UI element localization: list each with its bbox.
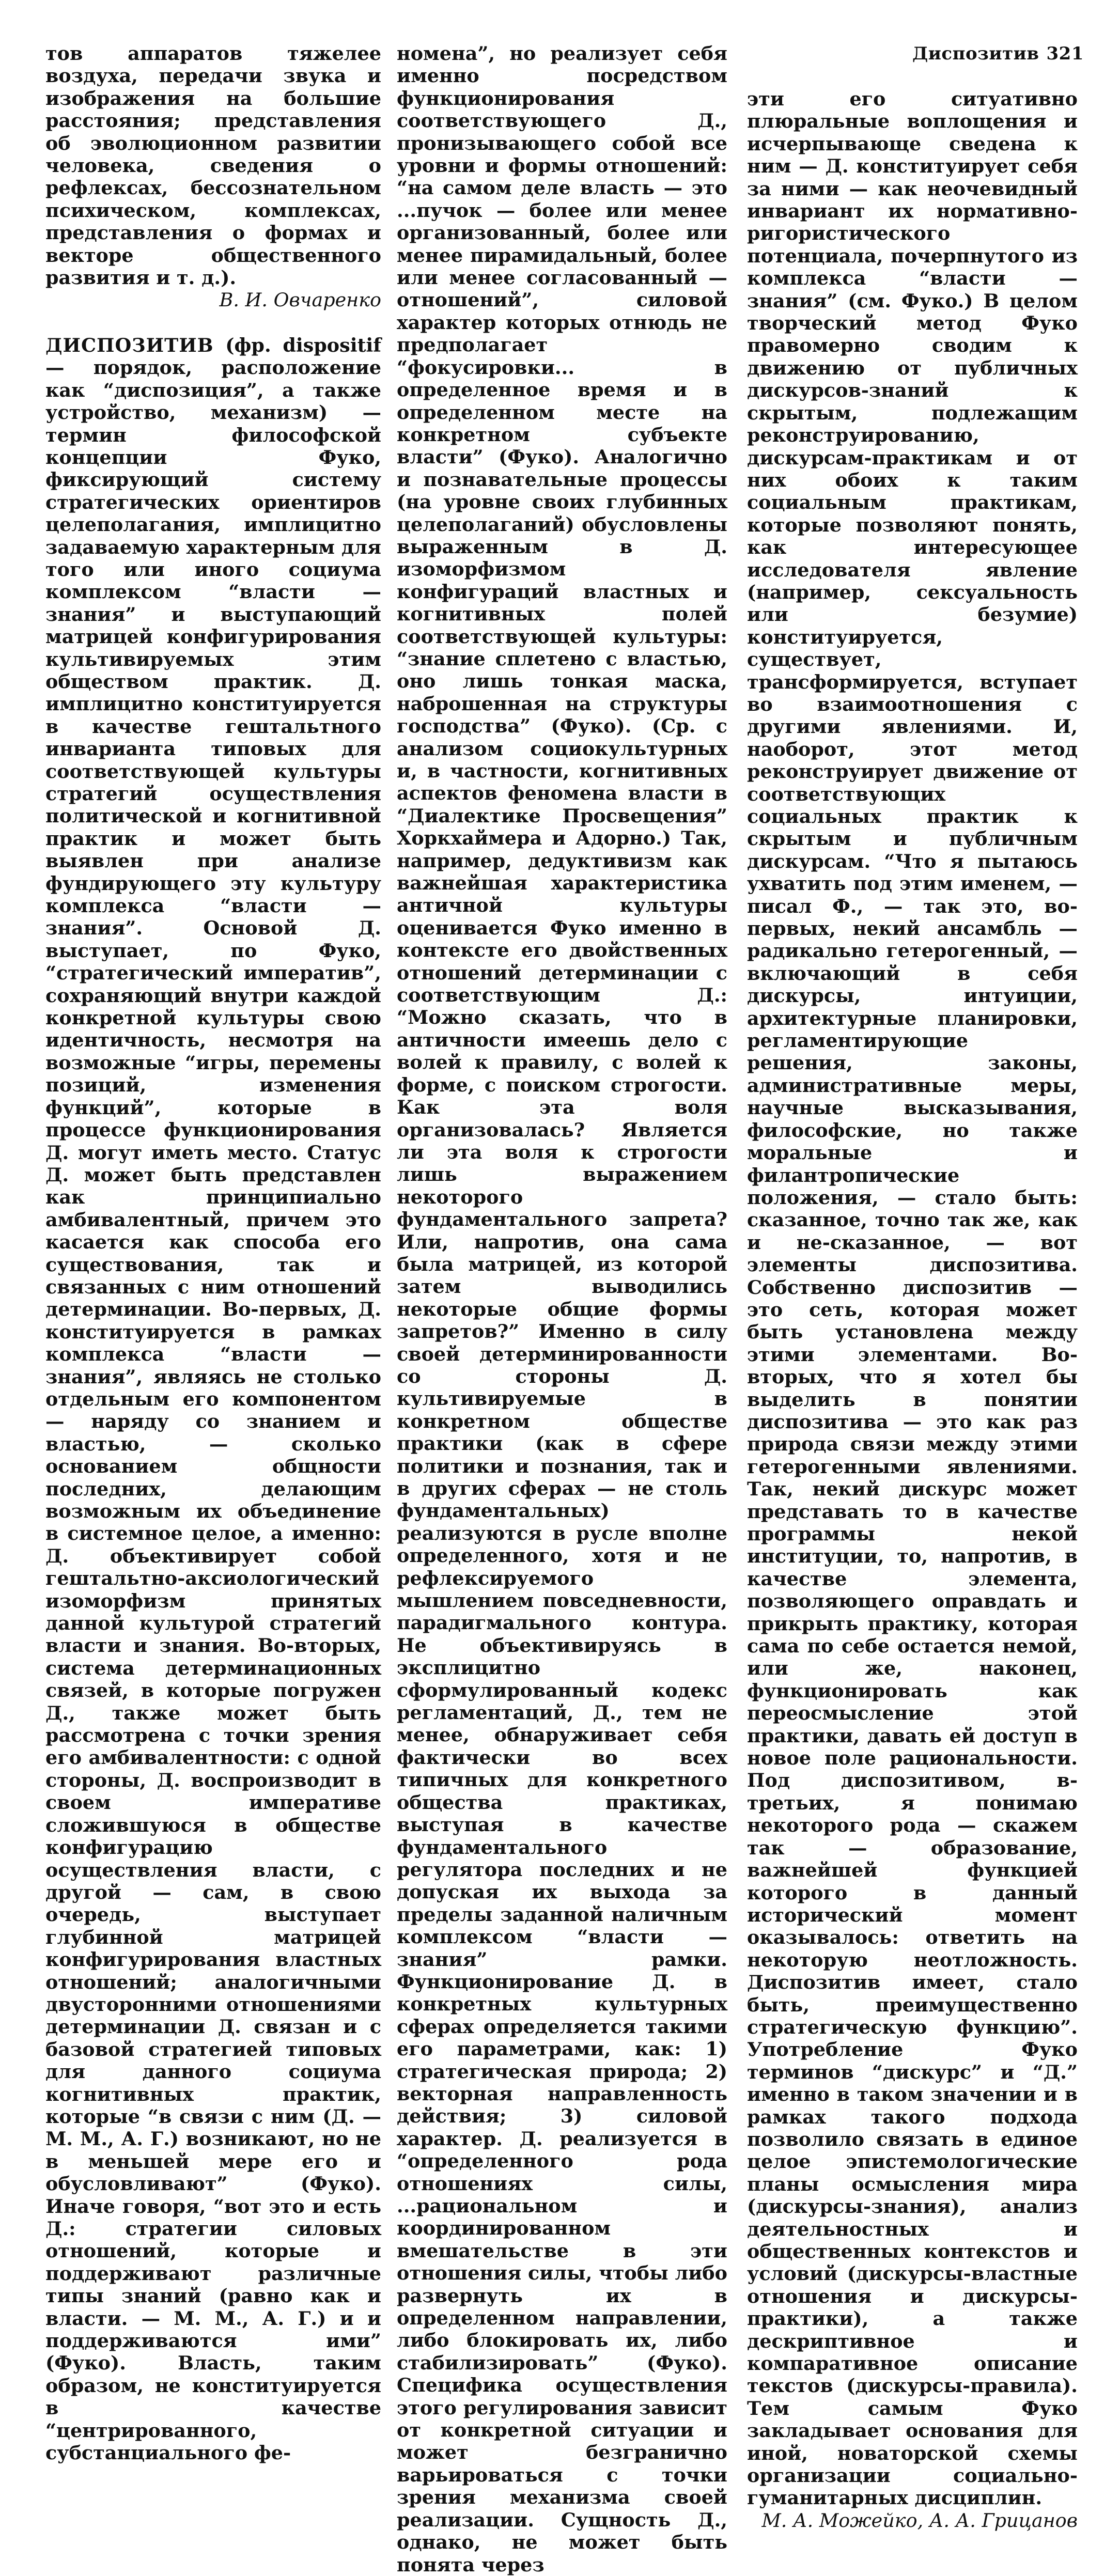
entry-paragraph [45, 334, 381, 2464]
entry-signature: М. А. Можейко, А. А. Грицанов [761, 2509, 1078, 2532]
previous-entry-ending: тов аппаратов тяжелее воздуха, передачи звука и изображения на большие расстояния; представления об эволюционном развитии человека, сведения о рефлексах, бессознательном психическом, комплексах, представления о формах и векторе общественного развития и т. д.). [45, 42, 381, 289]
entry-term: ДИСПОЗИТИВ [45, 334, 214, 356]
column-1 [45, 42, 381, 2464]
column-2 [397, 42, 727, 2576]
entry-text-part-3: эти его ситуативно плюральные воплощения и исчерпывающе сведена к ним — Д. конституирует себя за ними — как неочевидный инвариант их нормативно-ригористического потенциала, почерпнутого из комплекса “власти — знания” (см. Фуко.) В целом творческий метод Фуко правомерно сводим к движению от публичных дискурсов-знаний к скрытым, подлежащим реконструированию, дискурсам-практикам и от них обоих к таким социальным практикам, которые позволяют понять, как интересующее исследователя явление (например, сексуальность или безумие) конституируется, существует, трансформируется, вступает во взаимоотношения с другими явлениями. И, наоборот, этот метод реконструирует движение от соответствующих социальных практик к скрытым и публичным дискурсам. “Что я пытаюсь ухватить под этим именем, — писал Ф., — так это, во-первых, некий ансамбль — радикально гетерогенный, — включающий в себя дискурсы, интуиции, архитектурные планировки, регламентирующие решения, законы, административные меры, научные высказывания, философские, но также моральные и филантропические положения, — стало быть: сказанное, точно так же, как и не-сказанное, — вот элементы диспозитива. Собственно диспозитив — это сеть, которая может быть установлена между этими элементами. Во-вторых, что я хотел бы выделить в понятии диспозитива — это как раз природа связи между этими гетерогенными явлениями. Так, некий дискурс может представать то в качестве программы некой институции, то, напротив, в качестве элемента, позволяющего оправдать и прикрыть практику, которая сама по себе остается немой, или же, наконец, функционировать как переосмысление этой практики, давать ей доступ в новое поле рациональности. Под диспозитивом, в-третьих, я понимаю некоторого рода — скажем так — образование, важнейшей функцией которого в данный исторический момент оказывалось: ответить на некоторую неотложность. Диспозитив имеет, стало быть, преимущественно стратегическую функцию”. Употребление Фуко терминов “дискурс” и “Д.” именно в таком значении и в рамках такого подхода позволило связать в единое целое эпистемологические планы осмысления мира (дискурсы-знания), анализ деятельностных и общественных контекстов и условий (дискурсы-властные отношения и дискурсы-практики), а также дескриптивное и компаративное описание текстов (дискурсы-правила). Тем самым Фуко закладывает основания для иной, новаторской схемы организации социально-гуманитарных дисциплин. [747, 88, 1078, 2509]
entry-gap [45, 311, 381, 334]
entry-text-part-1: (фр. dispositif — порядок, расположение как “диспозиция”, а также устройство, механизм) — термин философской концепции Фуко, фиксирующий систему стратегических ориентиров целеполагания, имплицитно задаваемую характерным для того или иного социума комплексом “власти — знания” и выступающий матрицей конфигурирования культивируемых этим обществом практик. Д. имплицитно конституируется в качестве гештальтного инварианта типовых для соответствующей культуры стратегий осуществления политической и когнитивной практик и может быть выявлен при анализе фундирующего эту культуру комплекса “власти — знания”. Основой Д. выступает, по Фуко, “стратегический императив”, сохраняющий внутри каждой конкретной культуры свою идентичность, несмотря на возможные “игры, перемены позиций, изменения функций”, которые в процессе функционирования Д. могут иметь место. Статус Д. может быть представлен как принципиально амбивалентный, причем это касается как способа его существования, так и связанных с ним отношений детерминации. Во-первых, Д. конституируется в рамках комплекса “власти — знания”, являясь не столько отдельным его компонентом — наряду со знанием и властью, — сколько основанием общности последних, делающим возможным их объединение в системное целое, а именно: Д. объективирует собой гештальтно-аксиологический изоморфизм принятых данной культурой стратегий власти и знания. Во-вторых, система детерминационных связей, в которые погружен Д., также может быть рассмотрена с точки зрения его амбивалентности: с одной стороны, Д. воспроизводит в своем императиве сложившуюся в обществе конфигурацию осуществления власти, с другой — сам, в свою очередь, выступает глубинной матрицей конфигурирования властных отношений; аналогичными двусторонними отношениями детерминации Д. связан и с базовой стратегией типовых для данного социума когнитивных практик, которые “в связи с ним (Д. — М. М., А. Г.) возникают, но не в меньшей мере его и обусловливают” (Фуко). Иначе говоря, “вот это и есть Д.: стратегии силовых отношений, которые и поддерживают различные типы знаний (равно как и власти. — М. М., А. Г.) и и поддерживаются ими” (Фуко). Власть, таким образом, не конституируется в качестве “центрированного, субстанциального фе- [45, 334, 381, 2464]
previous-entry-signature: В. И. Овчаренко [219, 289, 381, 311]
page-number: 321 [1046, 43, 1084, 64]
column-3 [747, 88, 1078, 2532]
running-head: Диспозитив [912, 43, 1039, 64]
entry-text-part-2: номена”, но реализует себя именно посредством функционирования соответствующего Д., пронизывающего собой все уровни и формы отношений: “на самом деле власть — это ...пучок — более или менее организованный, более или менее пирамидальный, более или менее согласованный — отношений”, силовой характер которых отнюдь не предполагает “фокусировки... в определенное время и в определенном месте на конкретном субъекте власти” (Фуко). Аналогично и познавательные процессы (на уровне своих глубинных целеполаганий) обусловлены выраженным в Д. изоморфизмом конфигураций властных и когнитивных полей соответствующей культуры: “знание сплетено с властью, оно лишь тонкая маска, наброшенная на структуры господства” (Фуко). (Ср. с анализом социокультурных и, в частности, когнитивных аспектов феномена власти в “Диалектике Просвещения” Хоркхаймера и Адорно.) Так, например, дедуктивизм как важнейшая характеристика античной культуры оценивается Фуко именно в контексте его двойственных отношений детерминации с соответствующим Д.: “Можно сказать, что в античности имеешь дело с волей к правилу, с волей к форме, с поиском строгости. Как эта воля организовалась? Является ли эта воля к строгости лишь выражением некоторого фундаментального запрета? Или, напротив, она сама была матрицей, из которой затем выводились некоторые общие формы запретов?” Именно в силу своей детерминированности со стороны Д. культивируемые в конкретном обществе практики (как в сфере политики и познания, так и в других сферах — не столь фундаментальных) реализуются в русле вполне определенного, хотя и не рефлексируемого мышлением повседневности, парадигмального контура. Не объективируясь в эксплицитно сформулированный кодекс регламентаций, Д., тем не менее, обнаруживает себя фактически во всех типичных для конкретного общества практиках, выступая в качестве фундаментального регулятора последних и не допуская их выхода за пределы заданной наличным комплексом “власти — знания” рамки. Функционирование Д. в конкретных культурных сферах определяется такими его параметрами, как: 1) стратегическая природа; 2) векторная направленность действия; 3) силовой характер. Д. реализуется в “определенного рода отношениях силы, ...рациональном и координированном вмешательстве в эти отношения силы, чтобы либо развернуть их в определенном направлении, либо блокировать их, либо стабилизировать” (Фуко). Специфика осуществления этого регулирования зависит от конкретной ситуации и может безгранично варьироваться с точки зрения механизма своей реализации. Сущность Д., однако, не может быть понята через [397, 42, 727, 2576]
page-header [912, 43, 1084, 64]
